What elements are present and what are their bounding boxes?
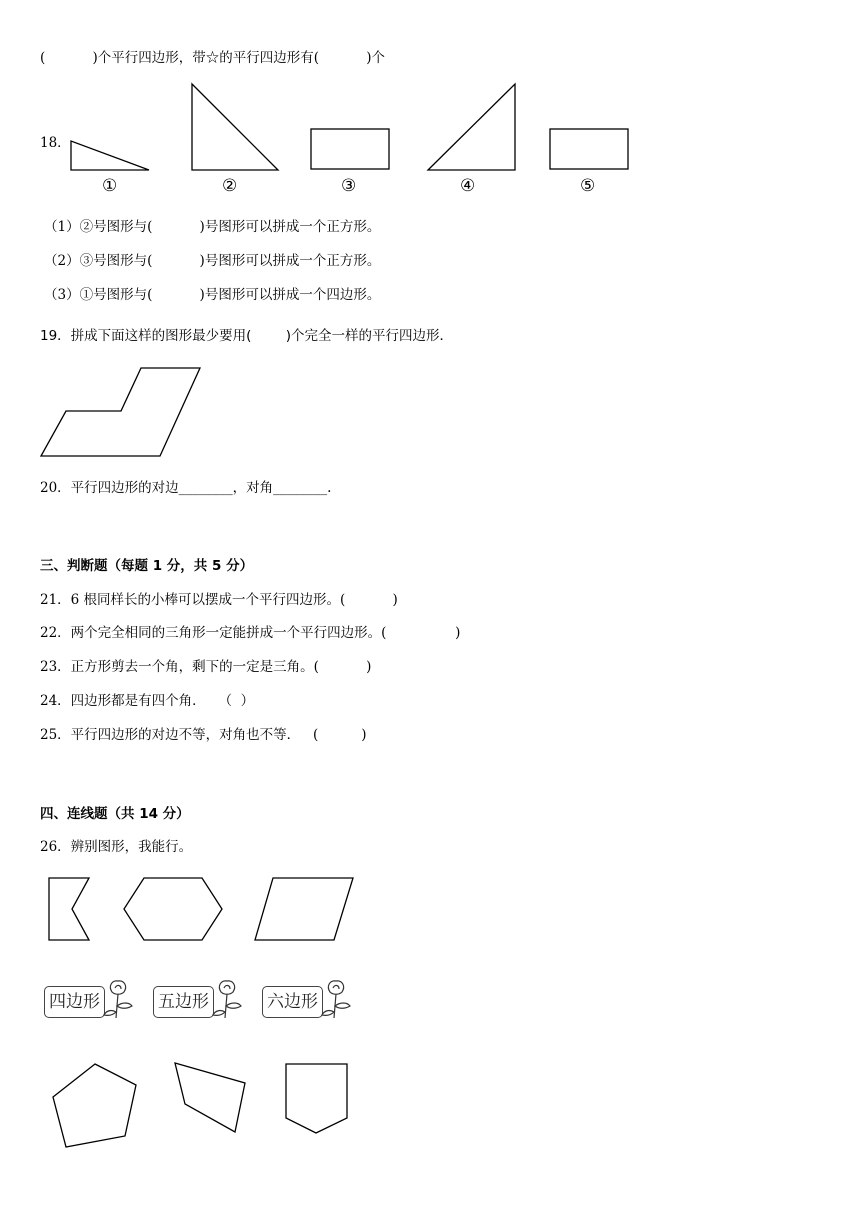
pentagon <box>53 1064 136 1147</box>
q18-sub-1: （1）②号图形与( )号图形可以拼成一个正方形。 <box>44 219 381 235</box>
q19-text: 19．拼成下面这样的图形最少要用( )个完全一样的平行四边形． <box>40 328 454 344</box>
q21-text: 21．6 根同样长的小棒可以摆成一个平行四边形。( ) <box>40 592 398 608</box>
card-hexagon-label: 六边形 <box>262 986 323 1018</box>
q24-text: 24．四边形都是有四个角． （ ） <box>40 693 255 709</box>
section4-title: 四、连线题（共 14 分） <box>40 806 190 822</box>
card-quadrilateral-label: 四边形 <box>44 986 105 1018</box>
q18-sub-3: （3）①号图形与( )号图形可以拼成一个四边形。 <box>44 287 381 303</box>
section3-title: 三、判断题（每题 1 分，共 5 分） <box>40 558 254 574</box>
q26-text: 26．辨别图形，我能行。 <box>40 839 193 855</box>
q18-number: 18． <box>40 135 71 151</box>
shape-2-label: ② <box>222 176 238 196</box>
shape-5-label: ⑤ <box>580 176 596 196</box>
shield-pentagon <box>286 1064 347 1133</box>
q22-text: 22．两个完全相同的三角形一定能拼成一个平行四边形。( ) <box>40 625 461 641</box>
shape-4-label: ④ <box>460 176 476 196</box>
q23-text: 23．正方形剪去一个角，剩下的一定是三角。( ) <box>40 659 372 675</box>
q18-sub-2: （2）③号图形与( )号图形可以拼成一个正方形。 <box>44 253 381 269</box>
q20-text: 20．平行四边形的对边________，对角________. <box>40 480 332 496</box>
irregular-quadrilateral <box>175 1063 245 1132</box>
q25-text: 25．平行四边形的对边不等，对角也不等． ( ) <box>40 727 367 743</box>
shape-3-label: ③ <box>341 176 357 196</box>
q17-tail-text: ( )个平行四边形，带☆的平行四边形有( )个 <box>40 50 385 66</box>
shape-1-label: ① <box>102 176 118 196</box>
card-pentagon-label: 五边形 <box>153 986 214 1018</box>
